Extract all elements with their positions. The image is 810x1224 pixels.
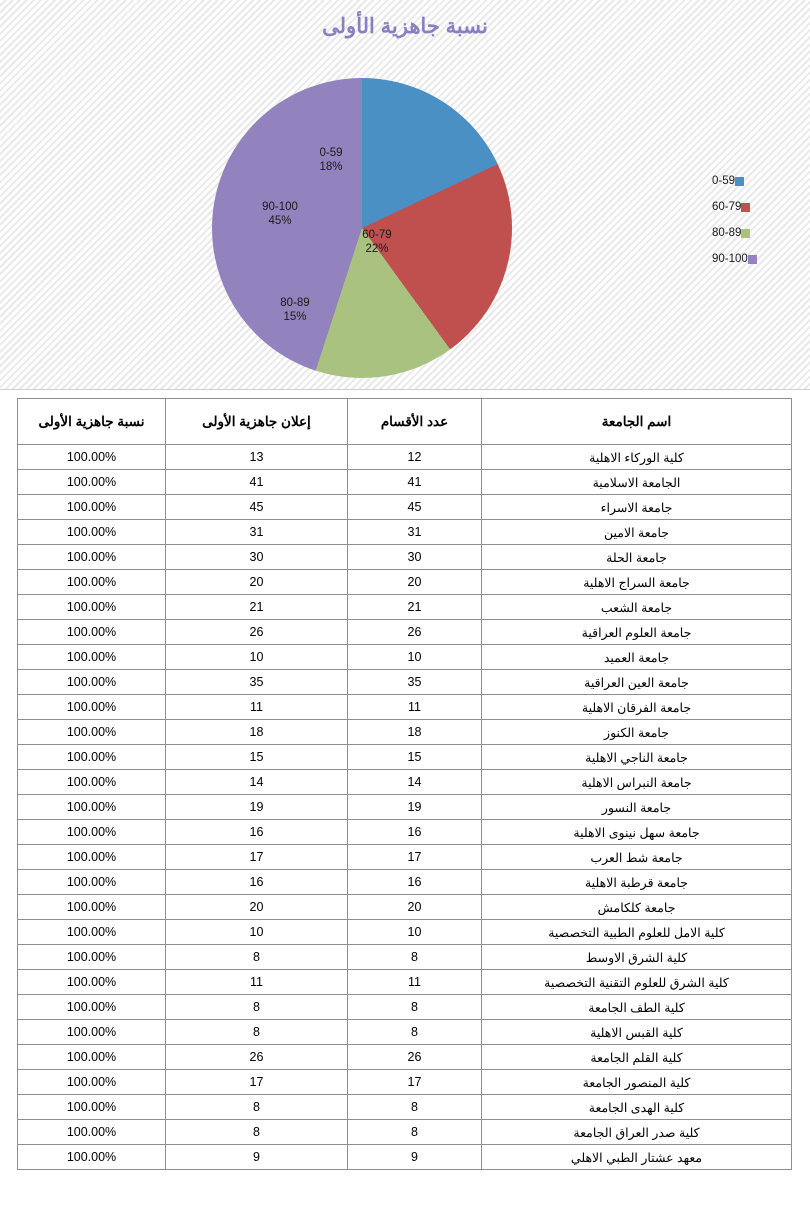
cell-name: جامعة العلوم العراقية	[482, 620, 792, 645]
cell-name: كلية صدر العراق الجامعة	[482, 1120, 792, 1145]
cell-pct: 100.00%	[18, 920, 166, 945]
legend-label-2: 80-89	[712, 227, 742, 239]
cell-pct: 100.00%	[18, 620, 166, 645]
cell-ready: 16	[166, 820, 348, 845]
cell-pct: 100.00%	[18, 1020, 166, 1045]
cell-name: جامعة سهل نينوى الاهلية	[482, 820, 792, 845]
table-row	[18, 770, 792, 795]
cell-pct: 100.00%	[18, 745, 166, 770]
slice-label-0-name: 0-59	[319, 147, 343, 159]
cell-ready: 9	[166, 1145, 348, 1170]
table-row	[18, 1095, 792, 1120]
legend-label-1: 60-79	[712, 201, 742, 213]
cell-sections: 16	[348, 820, 482, 845]
table-row	[18, 920, 792, 945]
cell-ready: 11	[166, 970, 348, 995]
cell-sections: 11	[348, 695, 482, 720]
cell-ready: 10	[166, 645, 348, 670]
cell-name: جامعة الحلة	[482, 545, 792, 570]
slice-label-2-name: 80-89	[280, 297, 310, 309]
column-header-sections: عدد الأقسام	[348, 399, 482, 445]
legend-label-0: 0-59	[712, 175, 736, 187]
cell-ready: 8	[166, 1120, 348, 1145]
legend-swatch-icon	[741, 229, 750, 238]
cell-ready: 26	[166, 620, 348, 645]
slice-label-1-value: 22%	[365, 243, 389, 256]
slice-label-3	[240, 200, 320, 229]
slice-label-0	[296, 146, 366, 175]
data-table-wrap	[0, 390, 810, 1170]
cell-ready: 8	[166, 1020, 348, 1045]
cell-ready: 31	[166, 520, 348, 545]
cell-sections: 16	[348, 870, 482, 895]
cell-pct: 100.00%	[18, 945, 166, 970]
legend-label-3: 90-100	[712, 253, 748, 265]
cell-ready: 19	[166, 795, 348, 820]
cell-pct: 100.00%	[18, 645, 166, 670]
table-row	[18, 1120, 792, 1145]
cell-ready: 16	[166, 870, 348, 895]
cell-pct: 100.00%	[18, 520, 166, 545]
cell-pct: 100.00%	[18, 1045, 166, 1070]
cell-sections: 15	[348, 745, 482, 770]
cell-ready: 8	[166, 1095, 348, 1120]
slice-label-1-name: 60-79	[362, 229, 392, 241]
table-row	[18, 1070, 792, 1095]
cell-sections: 8	[348, 1095, 482, 1120]
cell-pct: 100.00%	[18, 845, 166, 870]
slice-label-2	[260, 296, 330, 325]
cell-sections: 31	[348, 520, 482, 545]
cell-name: جامعة العميد	[482, 645, 792, 670]
cell-ready: 18	[166, 720, 348, 745]
cell-sections: 26	[348, 620, 482, 645]
cell-name: جامعة الكنوز	[482, 720, 792, 745]
cell-ready: 14	[166, 770, 348, 795]
cell-name: جامعة السراج الاهلية	[482, 570, 792, 595]
cell-ready: 20	[166, 570, 348, 595]
cell-name: الجامعة الاسلامية	[482, 470, 792, 495]
cell-ready: 35	[166, 670, 348, 695]
cell-name: كلية الطف الجامعة	[482, 995, 792, 1020]
cell-pct: 100.00%	[18, 570, 166, 595]
cell-name: كلية الوركاء الاهلية	[482, 445, 792, 470]
column-header-pct: نسبة جاهزية الأولى	[18, 399, 166, 445]
cell-ready: 8	[166, 995, 348, 1020]
cell-pct: 100.00%	[18, 970, 166, 995]
table-row	[18, 845, 792, 870]
table-row	[18, 570, 792, 595]
cell-ready: 17	[166, 1070, 348, 1095]
table-row	[18, 745, 792, 770]
cell-sections: 10	[348, 920, 482, 945]
cell-sections: 19	[348, 795, 482, 820]
cell-sections: 14	[348, 770, 482, 795]
cell-pct: 100.00%	[18, 1120, 166, 1145]
cell-sections: 30	[348, 545, 482, 570]
cell-ready: 15	[166, 745, 348, 770]
cell-sections: 9	[348, 1145, 482, 1170]
cell-sections: 11	[348, 970, 482, 995]
cell-ready: 26	[166, 1045, 348, 1070]
cell-name: جامعة الفرقان الاهلية	[482, 695, 792, 720]
table-row	[18, 545, 792, 570]
cell-name: كلية الامل للعلوم الطبية التخصصية	[482, 920, 792, 945]
chart-panel	[0, 0, 810, 390]
table-row	[18, 620, 792, 645]
cell-pct: 100.00%	[18, 820, 166, 845]
table-row	[18, 870, 792, 895]
table-body	[18, 445, 792, 1170]
table-header-row	[18, 399, 792, 445]
cell-sections: 20	[348, 570, 482, 595]
cell-sections: 45	[348, 495, 482, 520]
table-row	[18, 895, 792, 920]
chart-title: نسبة جاهزية الأولى	[322, 15, 488, 38]
legend-item-2	[712, 220, 802, 246]
cell-sections: 12	[348, 445, 482, 470]
column-header-name: اسم الجامعة	[482, 399, 792, 445]
cell-pct: 100.00%	[18, 445, 166, 470]
table-row	[18, 695, 792, 720]
cell-pct: 100.00%	[18, 495, 166, 520]
cell-pct: 100.00%	[18, 720, 166, 745]
table-row	[18, 820, 792, 845]
cell-sections: 26	[348, 1045, 482, 1070]
table-row	[18, 995, 792, 1020]
cell-name: جامعة الاسراء	[482, 495, 792, 520]
cell-pct: 100.00%	[18, 895, 166, 920]
cell-pct: 100.00%	[18, 870, 166, 895]
column-header-ready: إعلان جاهزية الأولى	[166, 399, 348, 445]
cell-sections: 20	[348, 895, 482, 920]
cell-ready: 45	[166, 495, 348, 520]
cell-sections: 17	[348, 1070, 482, 1095]
cell-name: كلية الهدى الجامعة	[482, 1095, 792, 1120]
cell-name: كلية المنصور الجامعة	[482, 1070, 792, 1095]
table-row	[18, 670, 792, 695]
cell-pct: 100.00%	[18, 545, 166, 570]
chart-legend	[712, 168, 802, 272]
legend-swatch-icon	[748, 255, 757, 264]
cell-sections: 10	[348, 645, 482, 670]
cell-sections: 17	[348, 845, 482, 870]
legend-item-3	[712, 246, 802, 272]
cell-ready: 30	[166, 545, 348, 570]
cell-name: كلية القلم الجامعة	[482, 1045, 792, 1070]
cell-ready: 41	[166, 470, 348, 495]
table-row	[18, 495, 792, 520]
cell-pct: 100.00%	[18, 1145, 166, 1170]
cell-sections: 8	[348, 945, 482, 970]
pie-chart	[212, 78, 512, 378]
slice-label-3-value: 45%	[268, 215, 292, 228]
cell-name: جامعة الشعب	[482, 595, 792, 620]
table-row	[18, 945, 792, 970]
slice-label-2-value: 15%	[283, 311, 307, 324]
legend-swatch-icon	[741, 203, 750, 212]
cell-pct: 100.00%	[18, 770, 166, 795]
table-row	[18, 720, 792, 745]
cell-name: جامعة شط العرب	[482, 845, 792, 870]
cell-ready: 20	[166, 895, 348, 920]
cell-sections: 18	[348, 720, 482, 745]
cell-name: جامعة العين العراقية	[482, 670, 792, 695]
table-row	[18, 1145, 792, 1170]
cell-pct: 100.00%	[18, 995, 166, 1020]
legend-item-1	[712, 194, 802, 220]
table-row	[18, 970, 792, 995]
cell-pct: 100.00%	[18, 595, 166, 620]
cell-ready: 13	[166, 445, 348, 470]
university-readiness-table	[17, 398, 792, 1170]
cell-sections: 35	[348, 670, 482, 695]
cell-sections: 8	[348, 995, 482, 1020]
cell-name: جامعة الناجي الاهلية	[482, 745, 792, 770]
table-row	[18, 445, 792, 470]
cell-pct: 100.00%	[18, 795, 166, 820]
slice-label-3-name: 90-100	[262, 201, 298, 213]
cell-sections: 8	[348, 1020, 482, 1045]
legend-item-0	[712, 168, 802, 194]
cell-name: كلية القبس الاهلية	[482, 1020, 792, 1045]
cell-ready: 8	[166, 945, 348, 970]
cell-ready: 11	[166, 695, 348, 720]
cell-name: جامعة كلكامش	[482, 895, 792, 920]
cell-sections: 8	[348, 1120, 482, 1145]
table-row	[18, 1045, 792, 1070]
cell-name: جامعة النسور	[482, 795, 792, 820]
table-row	[18, 645, 792, 670]
cell-pct: 100.00%	[18, 470, 166, 495]
cell-sections: 41	[348, 470, 482, 495]
table-row	[18, 595, 792, 620]
cell-pct: 100.00%	[18, 1095, 166, 1120]
cell-pct: 100.00%	[18, 1070, 166, 1095]
cell-name: جامعة النبراس الاهلية	[482, 770, 792, 795]
cell-name: كلية الشرق الاوسط	[482, 945, 792, 970]
slice-label-1	[342, 228, 412, 257]
cell-name: معهد عشتار الطبي الاهلي	[482, 1145, 792, 1170]
table-row	[18, 470, 792, 495]
table-row	[18, 795, 792, 820]
cell-ready: 17	[166, 845, 348, 870]
cell-ready: 21	[166, 595, 348, 620]
cell-sections: 21	[348, 595, 482, 620]
cell-name: جامعة قرطبة الاهلية	[482, 870, 792, 895]
slice-label-0-value: 18%	[319, 161, 343, 174]
cell-ready: 10	[166, 920, 348, 945]
legend-swatch-icon	[735, 177, 744, 186]
cell-pct: 100.00%	[18, 695, 166, 720]
cell-name: كلية الشرق للعلوم التقنية التخصصية	[482, 970, 792, 995]
table-row	[18, 520, 792, 545]
table-row	[18, 1020, 792, 1045]
cell-name: جامعة الامين	[482, 520, 792, 545]
cell-pct: 100.00%	[18, 670, 166, 695]
